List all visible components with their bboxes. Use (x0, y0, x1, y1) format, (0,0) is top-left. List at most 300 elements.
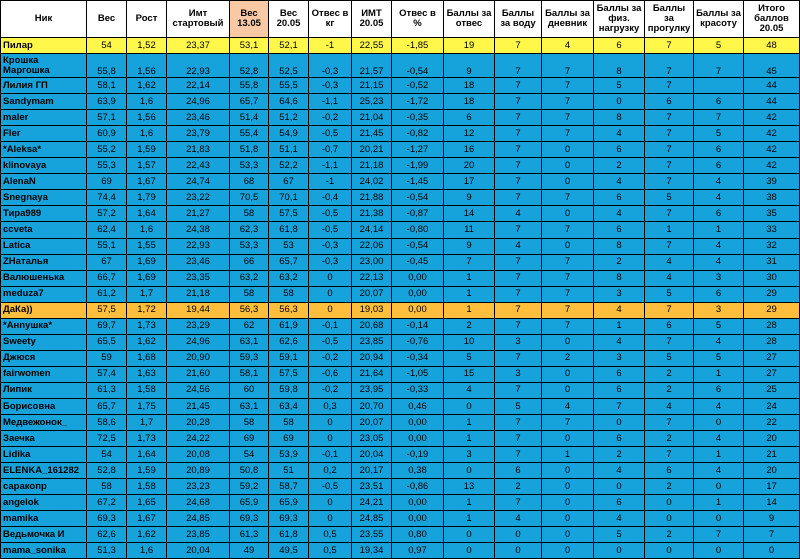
cell-points-water[interactable]: 0 (495, 527, 542, 543)
cell-nick[interactable]: mamika (1, 511, 87, 527)
cell-loss-kg[interactable]: -0,5 (309, 479, 352, 495)
cell-points-total[interactable]: 42 (744, 142, 800, 158)
cell-points-water[interactable]: 7 (495, 78, 542, 94)
cell-bmi-start[interactable]: 22,93 (167, 54, 230, 78)
table-row[interactable] (1, 54, 800, 78)
header-points-loss[interactable]: Баллы за отвес (444, 1, 495, 38)
cell-points-exercise[interactable]: 0 (594, 479, 645, 495)
cell-weight-2005[interactable]: 58 (269, 415, 309, 431)
cell-bmi-start[interactable]: 24,96 (167, 334, 230, 350)
cell-height[interactable]: 1,72 (127, 302, 167, 318)
cell-weight-1305[interactable]: 63,2 (230, 270, 269, 286)
cell-weight[interactable]: 60,9 (87, 126, 127, 142)
cell-weight-2005[interactable]: 49,5 (269, 543, 309, 559)
cell-points-walk[interactable]: 5 (645, 350, 694, 366)
cell-points-total[interactable]: 29 (744, 302, 800, 318)
cell-bmi-2005[interactable]: 24,21 (352, 495, 392, 511)
cell-points-diary[interactable]: 7 (542, 254, 594, 270)
cell-points-water[interactable]: 7 (495, 142, 542, 158)
cell-nick[interactable]: Latica (1, 238, 87, 254)
cell-bmi-start[interactable]: 20,90 (167, 350, 230, 366)
cell-height[interactable]: 1,69 (127, 270, 167, 286)
cell-weight-1305[interactable]: 62 (230, 318, 269, 334)
cell-nick[interactable]: maler (1, 110, 87, 126)
cell-weight-2005[interactable]: 63,4 (269, 398, 309, 414)
cell-points-diary[interactable]: 7 (542, 222, 594, 238)
header-weight-2005[interactable]: Вес 20.05 (269, 1, 309, 38)
cell-points-beauty[interactable]: 6 (694, 206, 744, 222)
table-row[interactable] (1, 350, 800, 366)
cell-bmi-start[interactable]: 20,28 (167, 415, 230, 431)
table-row[interactable] (1, 334, 800, 350)
table-row[interactable] (1, 38, 800, 54)
cell-points-diary[interactable]: 0 (542, 366, 594, 382)
cell-points-exercise[interactable]: 4 (594, 206, 645, 222)
cell-points-total[interactable]: 45 (744, 54, 800, 78)
cell-points-diary[interactable]: 0 (542, 174, 594, 190)
cell-points-total[interactable]: 25 (744, 382, 800, 398)
cell-points-exercise[interactable]: 6 (594, 366, 645, 382)
cell-height[interactable]: 1,57 (127, 158, 167, 174)
cell-weight-1305[interactable]: 70,5 (230, 190, 269, 206)
cell-weight[interactable]: 55,8 (87, 54, 127, 78)
cell-points-walk[interactable]: 7 (645, 447, 694, 463)
cell-bmi-start[interactable]: 23,46 (167, 110, 230, 126)
cell-weight-1305[interactable]: 59,2 (230, 479, 269, 495)
cell-points-water[interactable]: 4 (495, 238, 542, 254)
cell-loss-kg[interactable]: 0,3 (309, 398, 352, 414)
cell-points-walk[interactable]: 7 (645, 78, 694, 94)
cell-weight-2005[interactable]: 67 (269, 174, 309, 190)
cell-points-exercise[interactable]: 4 (594, 174, 645, 190)
cell-weight-1305[interactable]: 56,3 (230, 302, 269, 318)
table-row[interactable] (1, 94, 800, 110)
cell-nick[interactable]: ZНаталья (1, 254, 87, 270)
cell-bmi-start[interactable]: 22,93 (167, 238, 230, 254)
cell-points-water[interactable]: 3 (495, 366, 542, 382)
cell-points-diary[interactable]: 0 (542, 142, 594, 158)
cell-points-water[interactable]: 7 (495, 431, 542, 447)
cell-weight-1305[interactable]: 62,3 (230, 222, 269, 238)
cell-loss-kg[interactable]: -0,2 (309, 350, 352, 366)
cell-nick[interactable]: Lidika (1, 447, 87, 463)
cell-points-total[interactable]: 42 (744, 158, 800, 174)
cell-points-diary[interactable]: 7 (542, 126, 594, 142)
cell-points-beauty[interactable]: 5 (694, 350, 744, 366)
cell-points-loss[interactable]: 5 (444, 350, 495, 366)
cell-points-diary[interactable]: 0 (542, 543, 594, 559)
cell-loss-percent[interactable]: -1,85 (392, 38, 444, 54)
header-bmi-2005[interactable]: ИМТ 20.05 (352, 1, 392, 38)
cell-weight-1305[interactable]: 58 (230, 206, 269, 222)
cell-points-walk[interactable]: 7 (645, 158, 694, 174)
cell-bmi-start[interactable]: 21,83 (167, 142, 230, 158)
cell-bmi-start[interactable]: 24,38 (167, 222, 230, 238)
cell-weight-1305[interactable]: 54 (230, 447, 269, 463)
cell-nick[interactable]: Джюся (1, 350, 87, 366)
cell-loss-percent[interactable]: -0,52 (392, 78, 444, 94)
cell-points-total[interactable]: 20 (744, 463, 800, 479)
cell-weight-1305[interactable]: 63,1 (230, 398, 269, 414)
cell-weight[interactable]: 54 (87, 38, 127, 54)
cell-points-beauty[interactable]: 0 (694, 511, 744, 527)
cell-points-beauty[interactable]: 4 (694, 174, 744, 190)
cell-points-exercise[interactable]: 8 (594, 238, 645, 254)
cell-weight-2005[interactable]: 63,2 (269, 270, 309, 286)
cell-points-walk[interactable]: 4 (645, 254, 694, 270)
cell-weight-1305[interactable]: 58,1 (230, 366, 269, 382)
cell-loss-kg[interactable]: -1,1 (309, 94, 352, 110)
cell-loss-kg[interactable]: 0,5 (309, 543, 352, 559)
cell-points-exercise[interactable]: 8 (594, 110, 645, 126)
cell-bmi-start[interactable]: 24,74 (167, 174, 230, 190)
cell-points-walk[interactable]: 4 (645, 398, 694, 414)
cell-points-loss[interactable]: 18 (444, 78, 495, 94)
cell-weight-2005[interactable]: 51 (269, 463, 309, 479)
cell-points-water[interactable]: 7 (495, 318, 542, 334)
cell-points-total[interactable]: 38 (744, 190, 800, 206)
cell-points-beauty[interactable]: 7 (694, 54, 744, 78)
table-row[interactable] (1, 270, 800, 286)
cell-points-water[interactable]: 6 (495, 463, 542, 479)
header-weight-1305[interactable]: Вес 13.05 (230, 1, 269, 38)
cell-points-total[interactable]: 42 (744, 110, 800, 126)
cell-points-exercise[interactable]: 6 (594, 190, 645, 206)
cell-bmi-start[interactable]: 21,18 (167, 286, 230, 302)
cell-points-beauty[interactable]: 6 (694, 158, 744, 174)
cell-points-total[interactable]: 32 (744, 238, 800, 254)
cell-nick[interactable]: Sweety (1, 334, 87, 350)
cell-loss-percent[interactable]: 0,38 (392, 463, 444, 479)
cell-weight-2005[interactable]: 69,3 (269, 511, 309, 527)
cell-points-walk[interactable]: 6 (645, 94, 694, 110)
cell-points-diary[interactable]: 0 (542, 527, 594, 543)
cell-weight[interactable]: 63,9 (87, 94, 127, 110)
header-points-diary[interactable]: Баллы за дневник (542, 1, 594, 38)
cell-weight-2005[interactable]: 59,1 (269, 350, 309, 366)
table-row[interactable] (1, 206, 800, 222)
cell-points-loss[interactable]: 0 (444, 543, 495, 559)
cell-points-exercise[interactable]: 6 (594, 38, 645, 54)
cell-points-loss[interactable]: 9 (444, 238, 495, 254)
cell-loss-percent[interactable]: -0,54 (392, 190, 444, 206)
cell-loss-percent[interactable]: -0,35 (392, 110, 444, 126)
table-row[interactable] (1, 479, 800, 495)
cell-bmi-2005[interactable]: 21,18 (352, 158, 392, 174)
cell-points-diary[interactable]: 7 (542, 78, 594, 94)
cell-points-diary[interactable]: 7 (542, 94, 594, 110)
cell-points-beauty[interactable]: 4 (694, 398, 744, 414)
cell-loss-percent[interactable]: 0,00 (392, 511, 444, 527)
cell-bmi-2005[interactable]: 24,85 (352, 511, 392, 527)
cell-points-diary[interactable]: 7 (542, 54, 594, 78)
header-loss-kg[interactable]: Отвес в кг (309, 1, 352, 38)
cell-loss-kg[interactable]: -0,3 (309, 238, 352, 254)
cell-points-beauty[interactable]: 4 (694, 463, 744, 479)
table-row[interactable] (1, 142, 800, 158)
cell-weight-2005[interactable]: 53 (269, 238, 309, 254)
cell-loss-kg[interactable]: -0,3 (309, 78, 352, 94)
cell-height[interactable]: 1,6 (127, 543, 167, 559)
cell-height[interactable]: 1,62 (127, 527, 167, 543)
cell-points-loss[interactable]: 13 (444, 479, 495, 495)
cell-height[interactable]: 1,69 (127, 254, 167, 270)
cell-weight[interactable]: 69 (87, 174, 127, 190)
cell-loss-kg[interactable]: 0 (309, 286, 352, 302)
cell-nick[interactable]: klinovaya (1, 158, 87, 174)
cell-bmi-2005[interactable]: 23,51 (352, 479, 392, 495)
cell-points-beauty[interactable]: 4 (694, 190, 744, 206)
cell-loss-percent[interactable]: -0,14 (392, 318, 444, 334)
table-row[interactable] (1, 527, 800, 543)
cell-bmi-2005[interactable]: 20,07 (352, 415, 392, 431)
cell-points-beauty[interactable]: 7 (694, 110, 744, 126)
cell-height[interactable]: 1,63 (127, 366, 167, 382)
cell-points-loss[interactable]: 1 (444, 495, 495, 511)
cell-points-walk[interactable]: 7 (645, 110, 694, 126)
cell-points-total[interactable]: 44 (744, 78, 800, 94)
cell-weight-2005[interactable]: 61,9 (269, 318, 309, 334)
cell-height[interactable]: 1,6 (127, 222, 167, 238)
cell-points-diary[interactable]: 7 (542, 318, 594, 334)
cell-points-walk[interactable]: 5 (645, 190, 694, 206)
cell-bmi-2005[interactable]: 21,38 (352, 206, 392, 222)
cell-weight-2005[interactable]: 59,8 (269, 382, 309, 398)
cell-points-exercise[interactable]: 3 (594, 350, 645, 366)
cell-points-exercise[interactable]: 8 (594, 270, 645, 286)
cell-weight-2005[interactable]: 62,6 (269, 334, 309, 350)
cell-weight-1305[interactable]: 55,4 (230, 126, 269, 142)
cell-loss-percent[interactable]: -1,99 (392, 158, 444, 174)
cell-nick[interactable]: fairwomen (1, 366, 87, 382)
cell-weight[interactable]: 52,8 (87, 463, 127, 479)
cell-points-beauty[interactable]: 4 (694, 254, 744, 270)
cell-weight[interactable]: 66,7 (87, 270, 127, 286)
cell-bmi-2005[interactable]: 22,13 (352, 270, 392, 286)
cell-nick[interactable]: Валюшенька (1, 270, 87, 286)
cell-nick[interactable]: AlenaN (1, 174, 87, 190)
cell-points-exercise[interactable]: 6 (594, 382, 645, 398)
cell-loss-percent[interactable]: -0,33 (392, 382, 444, 398)
cell-points-diary[interactable]: 4 (542, 398, 594, 414)
cell-points-loss[interactable]: 19 (444, 38, 495, 54)
cell-loss-percent[interactable]: -0,76 (392, 334, 444, 350)
header-weight[interactable]: Вес (87, 1, 127, 38)
cell-loss-kg[interactable]: -0,5 (309, 334, 352, 350)
cell-points-total[interactable]: 14 (744, 495, 800, 511)
cell-weight-1305[interactable]: 59,3 (230, 350, 269, 366)
cell-height[interactable]: 1,62 (127, 334, 167, 350)
cell-points-total[interactable]: 20 (744, 431, 800, 447)
cell-height[interactable]: 1,73 (127, 318, 167, 334)
cell-bmi-start[interactable]: 24,22 (167, 431, 230, 447)
cell-points-exercise[interactable]: 2 (594, 158, 645, 174)
cell-height[interactable]: 1,7 (127, 286, 167, 302)
cell-points-water[interactable]: 3 (495, 334, 542, 350)
cell-bmi-2005[interactable]: 24,14 (352, 222, 392, 238)
cell-points-loss[interactable]: 6 (444, 110, 495, 126)
cell-points-total[interactable]: 29 (744, 286, 800, 302)
cell-points-walk[interactable]: 7 (645, 206, 694, 222)
cell-nick[interactable]: Snegnaya (1, 190, 87, 206)
cell-points-water[interactable]: 7 (495, 54, 542, 78)
table-row[interactable] (1, 382, 800, 398)
cell-points-exercise[interactable]: 4 (594, 302, 645, 318)
cell-points-water[interactable]: 7 (495, 222, 542, 238)
cell-points-exercise[interactable]: 0 (594, 415, 645, 431)
cell-bmi-start[interactable]: 23,22 (167, 190, 230, 206)
cell-nick[interactable]: Крошка Маргошка (1, 54, 87, 78)
cell-points-loss[interactable]: 9 (444, 54, 495, 78)
cell-loss-kg[interactable]: 0 (309, 495, 352, 511)
cell-points-exercise[interactable]: 4 (594, 463, 645, 479)
table-row[interactable] (1, 190, 800, 206)
cell-points-beauty[interactable]: 6 (694, 94, 744, 110)
cell-weight-2005[interactable]: 61,8 (269, 527, 309, 543)
cell-points-walk[interactable]: 2 (645, 527, 694, 543)
cell-loss-percent[interactable]: -0,82 (392, 126, 444, 142)
cell-points-diary[interactable]: 7 (542, 302, 594, 318)
cell-weight-1305[interactable]: 49 (230, 543, 269, 559)
cell-weight-2005[interactable]: 65,7 (269, 254, 309, 270)
cell-nick[interactable]: Медвежонок_ (1, 415, 87, 431)
cell-weight-2005[interactable]: 65,9 (269, 495, 309, 511)
cell-points-beauty[interactable]: 0 (694, 479, 744, 495)
cell-height[interactable]: 1,62 (127, 78, 167, 94)
cell-points-total[interactable]: 39 (744, 174, 800, 190)
cell-points-water[interactable]: 7 (495, 38, 542, 54)
cell-loss-kg[interactable]: -0,2 (309, 382, 352, 398)
cell-points-diary[interactable]: 0 (542, 479, 594, 495)
header-points-beauty[interactable]: Баллы за красоту (694, 1, 744, 38)
cell-points-water[interactable]: 7 (495, 190, 542, 206)
cell-bmi-2005[interactable]: 23,95 (352, 382, 392, 398)
cell-loss-percent[interactable]: 0,00 (392, 431, 444, 447)
cell-weight[interactable]: 74,4 (87, 190, 127, 206)
table-row[interactable] (1, 495, 800, 511)
cell-weight[interactable]: 55,3 (87, 158, 127, 174)
cell-points-total[interactable]: 27 (744, 350, 800, 366)
cell-points-walk[interactable]: 2 (645, 382, 694, 398)
cell-bmi-start[interactable]: 23,85 (167, 527, 230, 543)
cell-loss-kg[interactable]: -0,1 (309, 447, 352, 463)
cell-weight-2005[interactable]: 58,7 (269, 479, 309, 495)
cell-nick[interactable]: meduza7 (1, 286, 87, 302)
cell-points-exercise[interactable]: 8 (594, 54, 645, 78)
cell-points-exercise[interactable]: 1 (594, 318, 645, 334)
cell-points-loss[interactable]: 7 (444, 254, 495, 270)
cell-points-exercise[interactable]: 7 (594, 398, 645, 414)
cell-points-walk[interactable]: 7 (645, 302, 694, 318)
cell-bmi-2005[interactable]: 23,85 (352, 334, 392, 350)
cell-weight[interactable]: 55,1 (87, 238, 127, 254)
cell-points-diary[interactable]: 0 (542, 495, 594, 511)
cell-loss-percent[interactable]: -0,19 (392, 447, 444, 463)
cell-points-walk[interactable]: 0 (645, 495, 694, 511)
cell-loss-kg[interactable]: 0 (309, 511, 352, 527)
cell-bmi-2005[interactable]: 21,88 (352, 190, 392, 206)
cell-height[interactable]: 1,79 (127, 190, 167, 206)
cell-nick[interactable]: Fler (1, 126, 87, 142)
cell-points-beauty[interactable]: 0 (694, 415, 744, 431)
cell-nick[interactable]: *Анnушка* (1, 318, 87, 334)
cell-weight[interactable]: 72,5 (87, 431, 127, 447)
cell-loss-kg[interactable]: -0,1 (309, 318, 352, 334)
cell-points-diary[interactable]: 7 (542, 415, 594, 431)
header-points-walk[interactable]: Баллы за прогулку (645, 1, 694, 38)
cell-bmi-start[interactable]: 20,04 (167, 543, 230, 559)
cell-nick[interactable]: ccveta (1, 222, 87, 238)
cell-points-exercise[interactable]: 0 (594, 543, 645, 559)
cell-points-water[interactable]: 7 (495, 447, 542, 463)
cell-loss-kg[interactable]: -0,5 (309, 222, 352, 238)
cell-loss-kg[interactable]: 0 (309, 270, 352, 286)
cell-weight-2005[interactable]: 53,9 (269, 447, 309, 463)
cell-height[interactable]: 1,75 (127, 398, 167, 414)
cell-height[interactable]: 1,7 (127, 415, 167, 431)
cell-points-exercise[interactable]: 6 (594, 222, 645, 238)
cell-points-walk[interactable]: 6 (645, 463, 694, 479)
table-row[interactable] (1, 302, 800, 318)
cell-nick[interactable]: Заечка (1, 431, 87, 447)
cell-points-loss[interactable]: 0 (444, 527, 495, 543)
cell-points-beauty[interactable]: 6 (694, 382, 744, 398)
cell-height[interactable]: 1,6 (127, 126, 167, 142)
cell-weight[interactable]: 62,6 (87, 527, 127, 543)
table-row[interactable] (1, 158, 800, 174)
table-row[interactable] (1, 318, 800, 334)
cell-bmi-2005[interactable]: 22,55 (352, 38, 392, 54)
cell-bmi-2005[interactable]: 19,03 (352, 302, 392, 318)
cell-bmi-2005[interactable]: 20,21 (352, 142, 392, 158)
cell-points-beauty[interactable]: 5 (694, 38, 744, 54)
header-points-total[interactable]: Итого баллов 20.05 (744, 1, 800, 38)
cell-height[interactable]: 1,67 (127, 511, 167, 527)
cell-points-loss[interactable]: 1 (444, 431, 495, 447)
cell-height[interactable]: 1,58 (127, 479, 167, 495)
cell-weight[interactable]: 67,2 (87, 495, 127, 511)
cell-bmi-start[interactable]: 21,27 (167, 206, 230, 222)
cell-points-total[interactable]: 42 (744, 126, 800, 142)
cell-points-water[interactable]: 7 (495, 415, 542, 431)
cell-bmi-start[interactable]: 23,23 (167, 479, 230, 495)
cell-weight-1305[interactable]: 61,3 (230, 527, 269, 543)
cell-points-total[interactable]: 17 (744, 479, 800, 495)
cell-points-diary[interactable]: 7 (542, 190, 594, 206)
cell-loss-kg[interactable]: -0,3 (309, 54, 352, 78)
cell-weight[interactable]: 69,3 (87, 511, 127, 527)
cell-points-beauty[interactable]: 5 (694, 318, 744, 334)
cell-bmi-start[interactable]: 23,29 (167, 318, 230, 334)
cell-points-diary[interactable]: 0 (542, 511, 594, 527)
cell-weight-2005[interactable]: 52,1 (269, 38, 309, 54)
cell-points-loss[interactable]: 18 (444, 94, 495, 110)
cell-points-beauty[interactable]: 4 (694, 431, 744, 447)
cell-points-total[interactable]: 0 (744, 543, 800, 559)
cell-loss-percent[interactable]: -0,86 (392, 479, 444, 495)
cell-weight-1305[interactable]: 53,3 (230, 158, 269, 174)
cell-points-water[interactable]: 5 (495, 398, 542, 414)
cell-points-diary[interactable]: 7 (542, 270, 594, 286)
cell-points-loss[interactable]: 0 (444, 398, 495, 414)
cell-weight-2005[interactable]: 55,5 (269, 78, 309, 94)
table-row[interactable] (1, 447, 800, 463)
cell-points-beauty[interactable]: 5 (694, 126, 744, 142)
cell-weight[interactable]: 55,2 (87, 142, 127, 158)
cell-bmi-2005[interactable]: 20,17 (352, 463, 392, 479)
cell-height[interactable]: 1,65 (127, 495, 167, 511)
cell-points-loss[interactable]: 1 (444, 415, 495, 431)
